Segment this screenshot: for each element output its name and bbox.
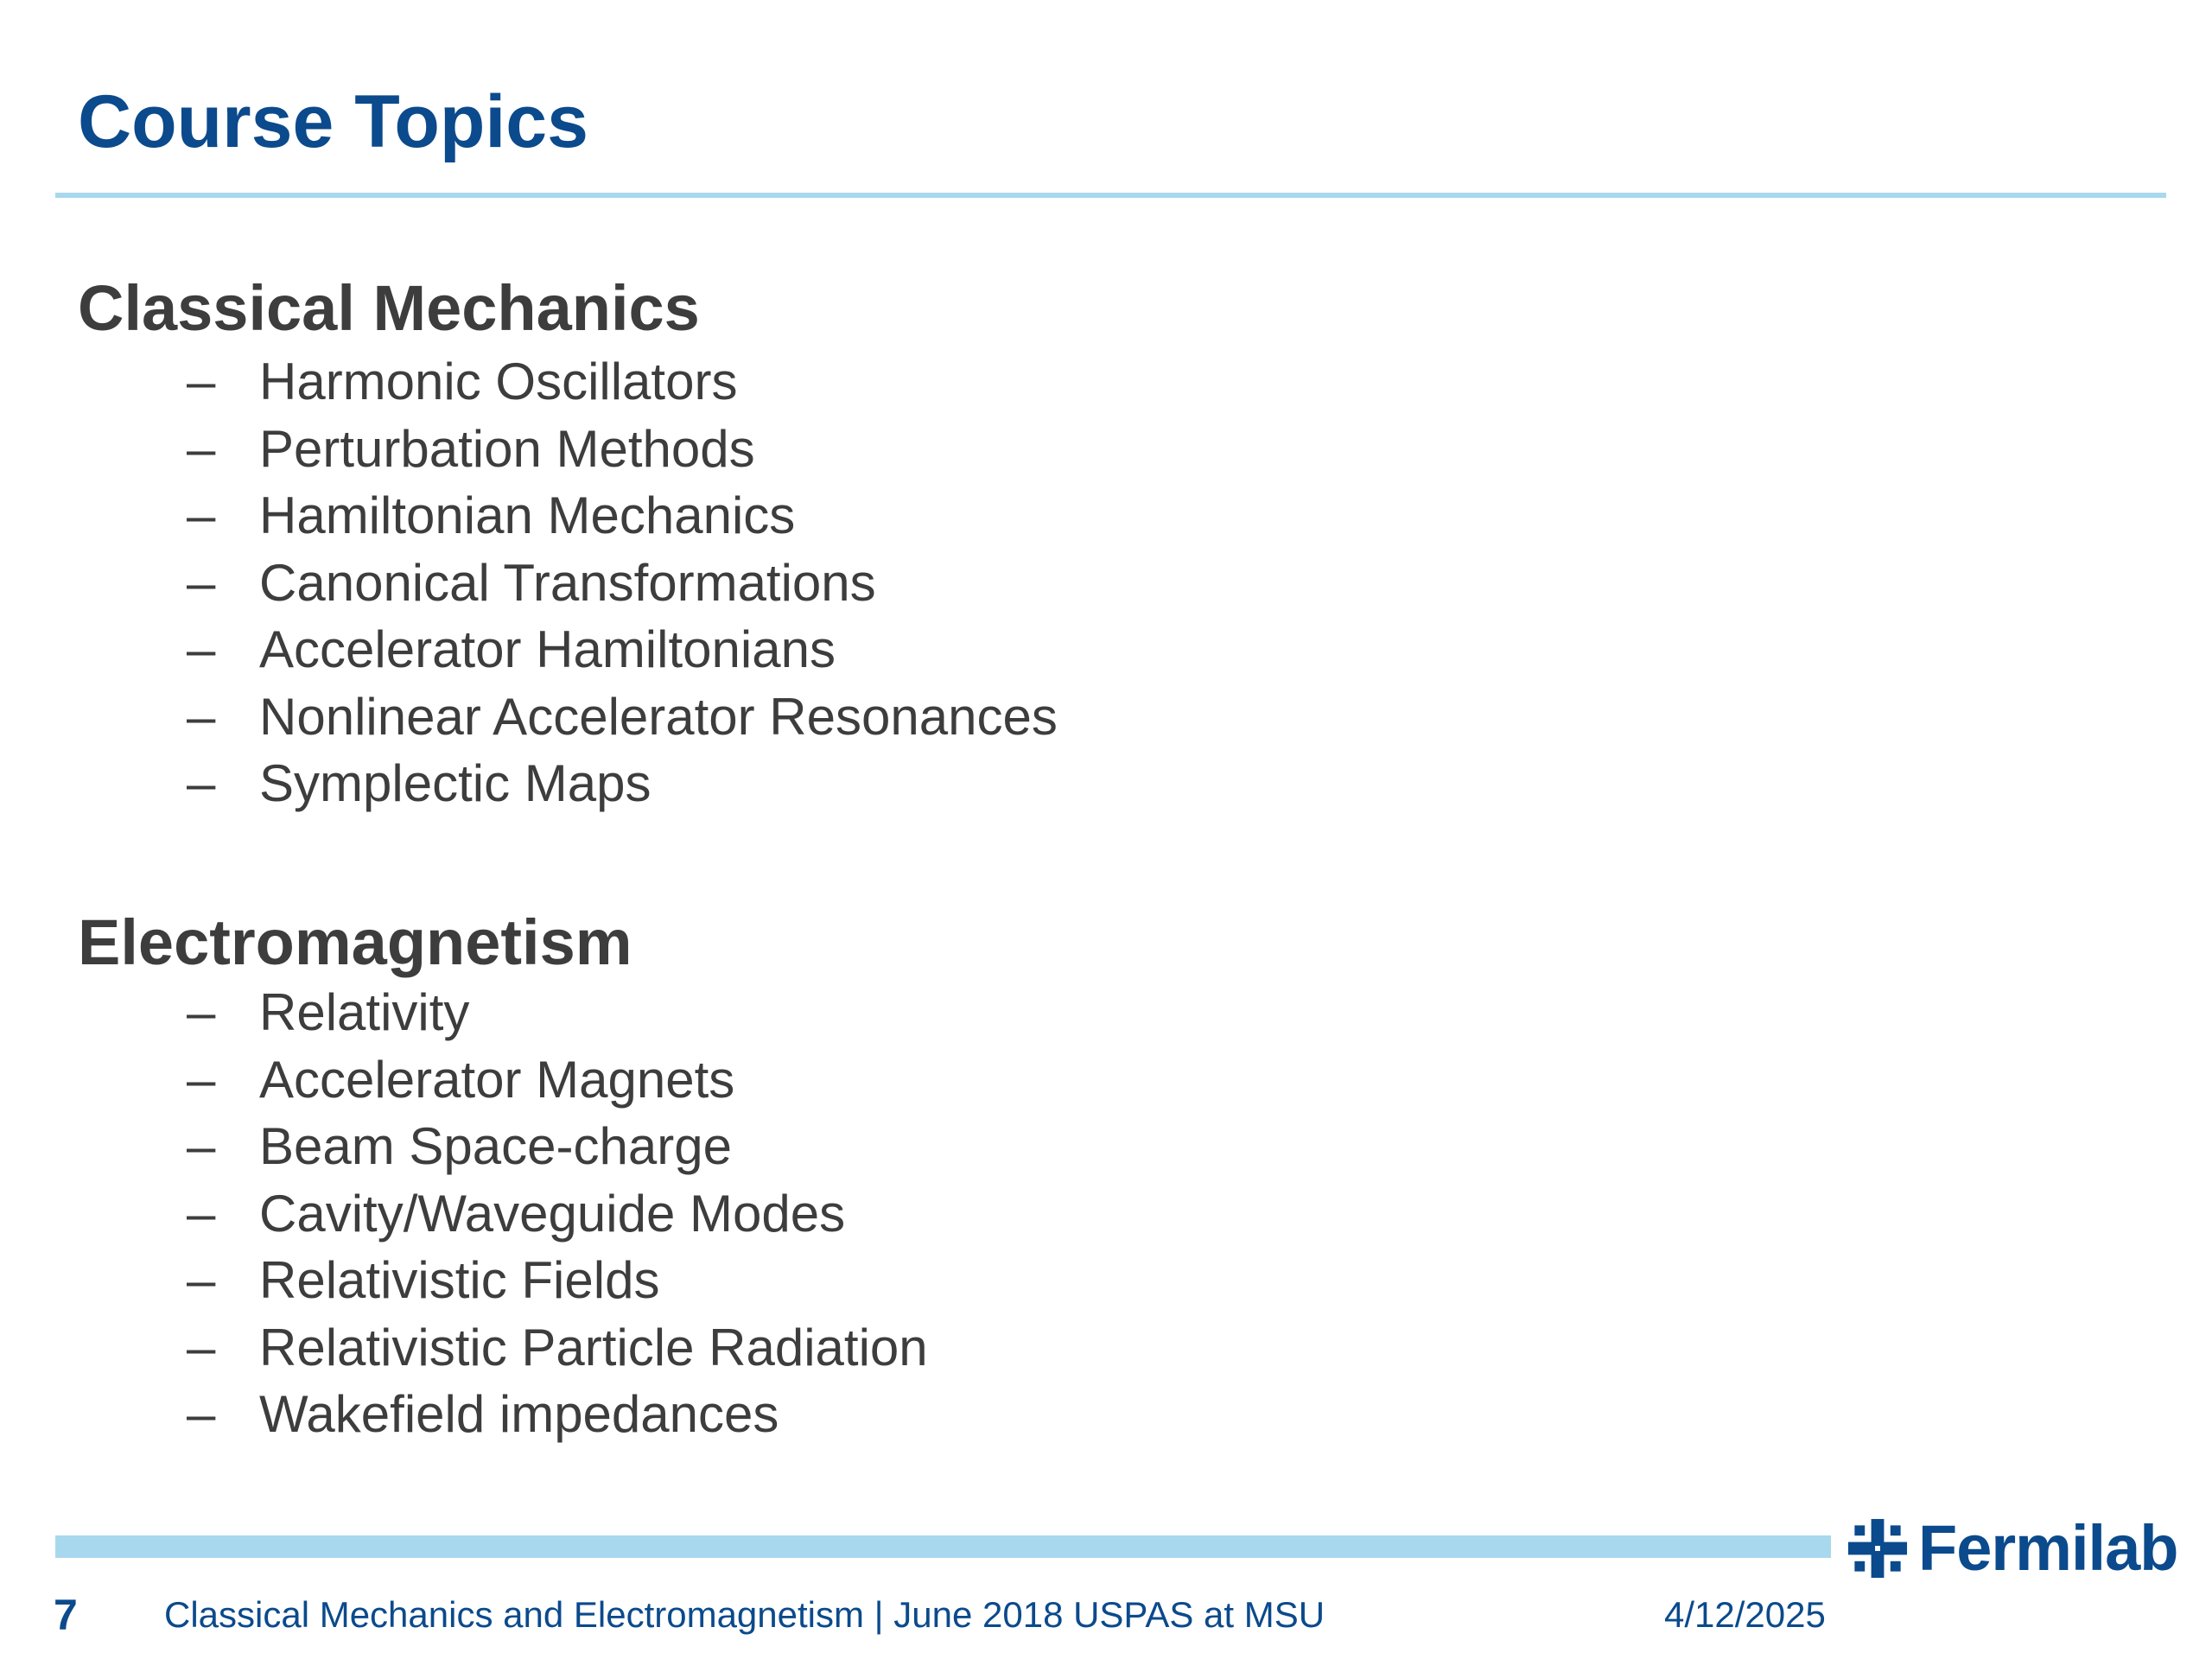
footer-date: 4/12/2025 [1664,1594,1826,1635]
bullet-dash: – [187,1318,216,1376]
bullet-dash: – [187,1251,216,1309]
bullet-dash: – [187,754,216,812]
list-item-text: Wakefield impedances [259,1385,779,1443]
bullet-dash: – [187,620,216,678]
list-item-text: Perturbation Methods [259,419,755,478]
bullet-dash: – [187,486,216,544]
section-heading-classical-mechanics: Classical Mechanics [78,272,700,344]
list-item-text: Nonlinear Accelerator Resonances [259,687,1058,746]
bullet-dash: – [187,1385,216,1443]
title-divider [55,193,2166,198]
list-item-text: Relativistic Particle Radiation [259,1318,928,1376]
list-item-text: Accelerator Hamiltonians [259,620,836,678]
list-item-text: Relativity [259,983,470,1041]
page-number: 7 [54,1591,78,1639]
list-item-text: Hamiltonian Mechanics [259,486,796,544]
list-item-text: Symplectic Maps [259,754,652,812]
footer-caption: Classical Mechanics and Electromagnetism | June 2018 USPAS at MSU [164,1594,1325,1635]
list-item-text: Accelerator Magnets [259,1050,735,1109]
bullet-dash: – [187,687,216,746]
fermilab-logo-icon [1846,1516,1910,1580]
bullet-dash: – [187,353,216,410]
bullet-dash: – [187,983,216,1041]
list-item-text: Relativistic Fields [259,1251,660,1309]
list-item-text: Harmonic Oscillators [259,353,738,410]
fermilab-logo [1846,1514,2177,1583]
bullet-dash: – [187,1050,216,1109]
bullet-dash: – [187,1117,216,1175]
section-heading-electromagnetism: Electromagnetism [78,906,632,978]
slide-title: Course Topics [78,80,588,163]
list-item-text: Canonical Transformations [259,553,876,612]
bullet-dash: – [187,419,216,478]
list-item-text: Cavity/Waveguide Modes [259,1184,846,1243]
list-item-text: Beam Space-charge [259,1117,732,1175]
bullet-dash: – [187,553,216,612]
bullet-dash: – [187,1184,216,1243]
logo-text: Fermilab [1918,1512,2178,1584]
footer-bar [55,1535,1831,1558]
